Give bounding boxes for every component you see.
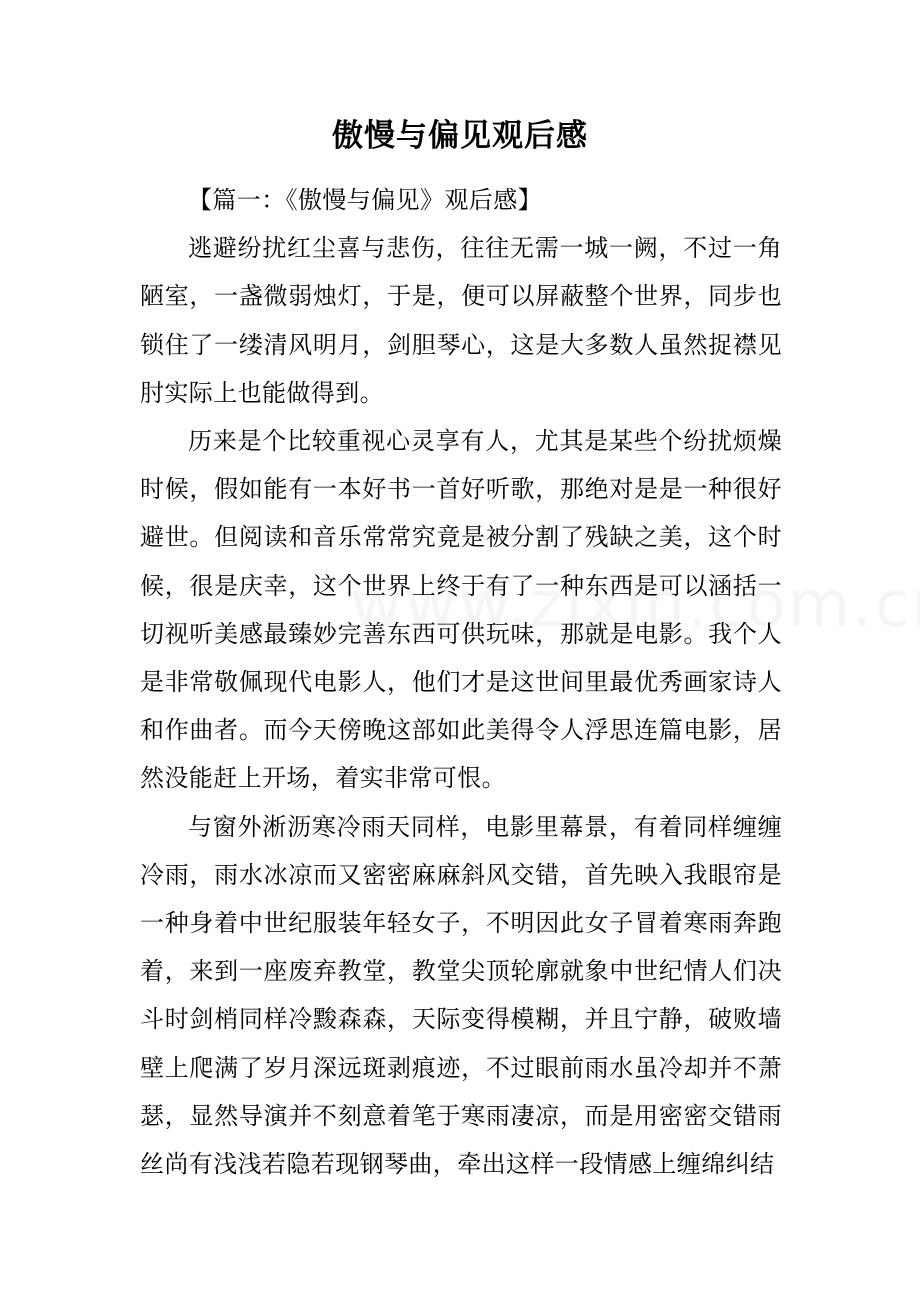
- section-heading: 【篇一：《傲慢与偏见》观后感】: [188, 186, 542, 214]
- paragraph-3: 与窗外淅沥寒冷雨天同样，电影里幕景，有着同样缠缠冷雨，雨水冰凉而又密密麻麻斜风交错，首先映入我眼帘是一种身着中世纪服装年轻女子，不明因此女子冒着寒雨奔跑着，来到一座废弃教堂，教堂尖顶轮廓就象中世纪情人们决斗时剑梢同样冷黢森森，天际变得模糊，并且宁静，破败墙壁上爬满了岁月深远斑剥痕迹，不过眼前雨水虽冷却并不萧瑟，显然导演并不刻意着笔于寒雨凄凉，而是用密密交错雨丝尚有浅浅若隐若现钢琴曲，牵出这样一段情感上缠绵纠结: [140, 812, 782, 1179]
- paragraph-2: 历来是个比较重视心灵享有人，尤其是某些个纷扰烦燥时候，假如能有一本好书一首好听歌，那绝对是是一种很好避世。但阅读和音乐常常究竟是被分割了残缺之美，这个时候，很是庆幸，这个世界上终于有了一种东西是可以涵括一切视听美感最臻妙完善东西可供玩味，那就是电影。我个人是非常敬佩现代电影人，他们才是这世间里最优秀画家诗人和作曲者。而今天傍晚这部如此美得令人浮思连篇电影，居然没能赶上开场，着实非常可恨。: [140, 427, 782, 793]
- document-body: [140, 176, 782, 1188]
- paragraph-1: 逃避纷扰红尘喜与悲伤，往往无需一城一阙，不过一角陋室，一盏微弱烛灯，于是，便可以屏蔽整个世界，同步也锁住了一缕清风明月，剑胆琴心，这是大多数人虽然捉襟见肘实际上也能做得到。: [140, 234, 782, 407]
- document-title: 傲慢与偏见观后感: [332, 118, 588, 154]
